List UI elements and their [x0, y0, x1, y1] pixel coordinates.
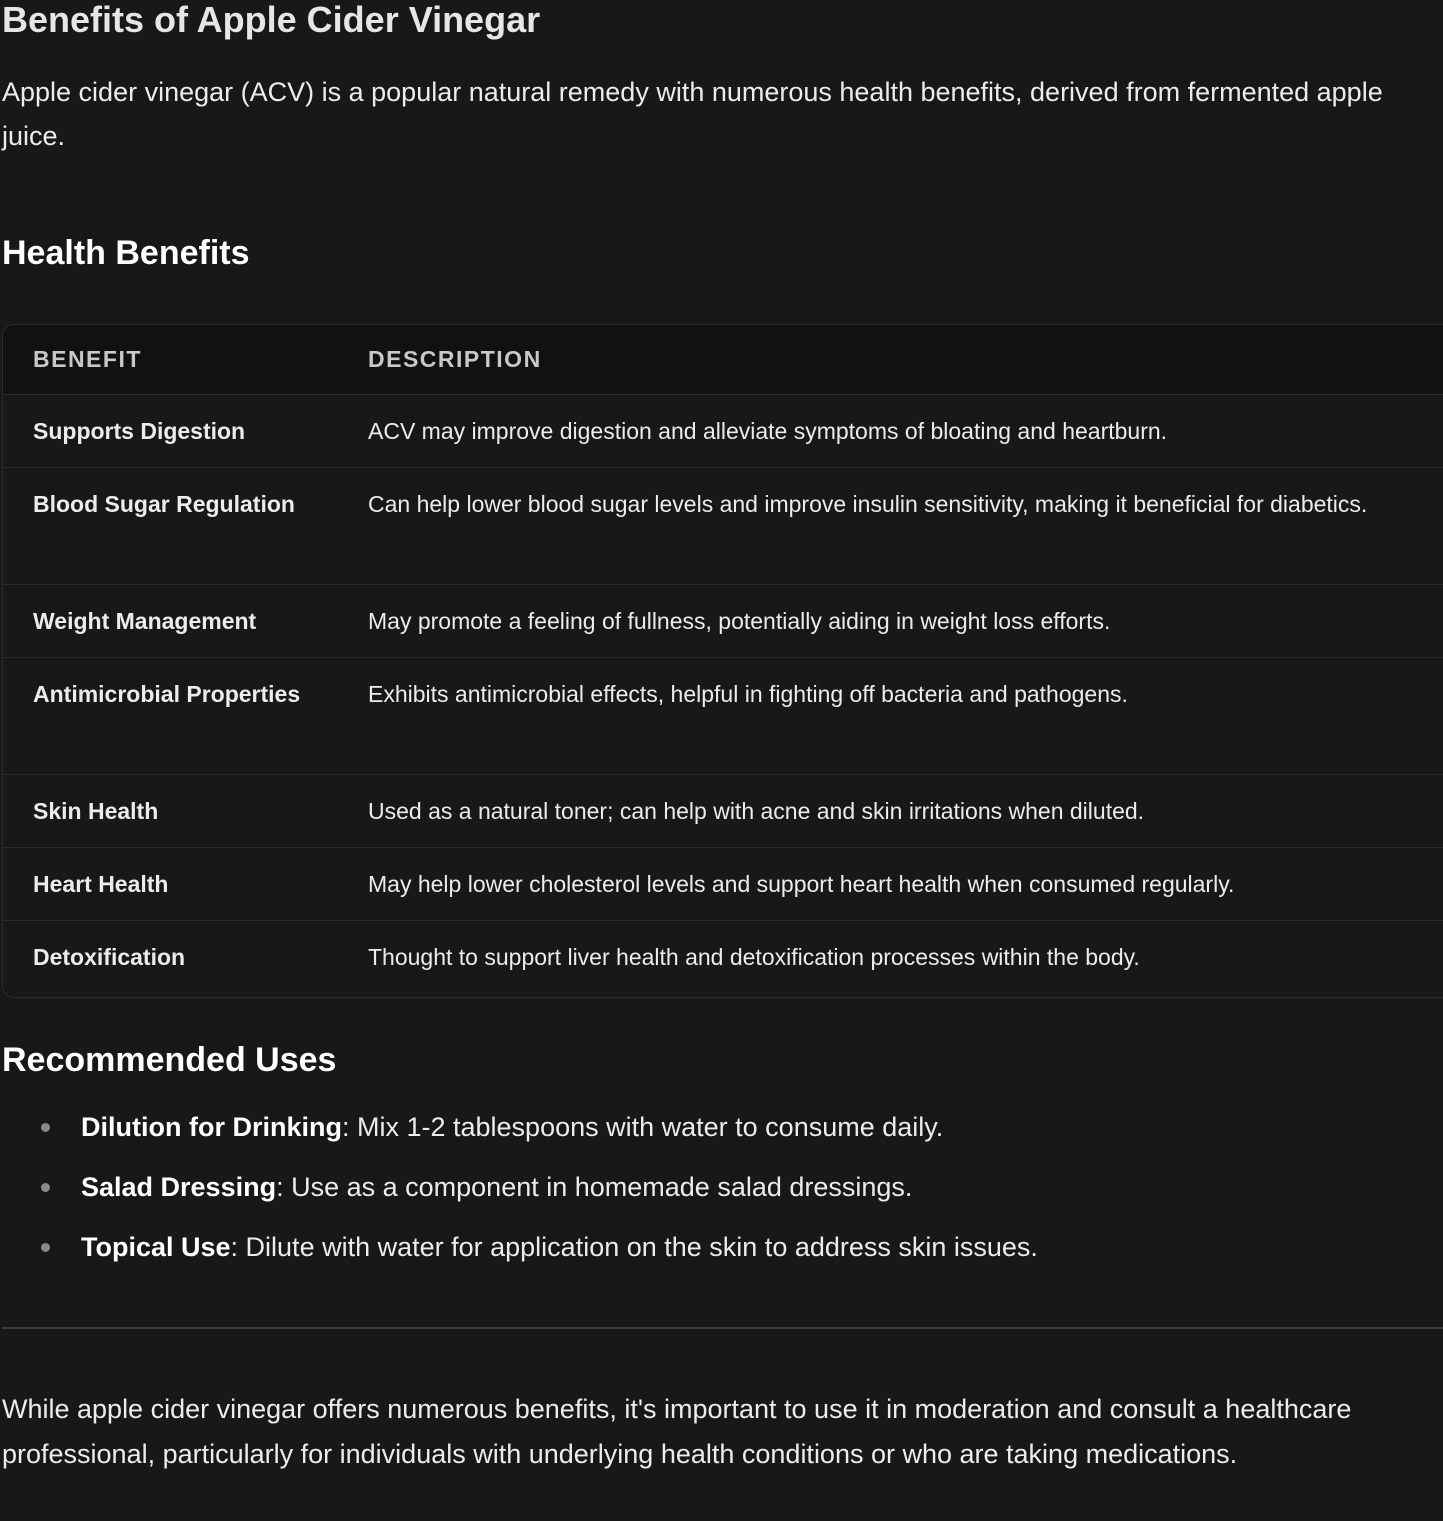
use-term: Topical Use — [81, 1232, 231, 1262]
list-item — [2, 1164, 1402, 1210]
description-cell: Exhibits antimicrobial effects, helpful in fighting off bacteria and pathogens. — [338, 658, 1443, 775]
recommended-uses-heading: Recommended Uses — [2, 1041, 337, 1079]
benefit-cell: Skin Health — [3, 775, 338, 848]
table-row — [3, 585, 1443, 658]
closing-paragraph: While apple cider vinegar offers numerous benefits, it's important to use it in moderation and consult a healthcare professional, particularly for individuals with underlying health conditions or who are taking medications. — [2, 1394, 1352, 1469]
recommended-uses-list — [2, 1104, 1402, 1284]
list-item — [2, 1104, 1402, 1150]
horizontal-divider — [2, 1327, 1443, 1329]
benefit-cell: Weight Management — [3, 585, 338, 658]
benefit-cell: Supports Digestion — [3, 395, 338, 468]
bullet-icon — [41, 1183, 50, 1192]
table-row — [3, 775, 1443, 848]
description-cell: ACV may improve digestion and alleviate symptoms of bloating and heartburn. — [338, 395, 1443, 468]
table-row — [3, 848, 1443, 921]
use-term: Dilution for Drinking — [81, 1112, 342, 1142]
table-row — [3, 468, 1443, 585]
intro-paragraph: Apple cider vinegar (ACV) is a popular natural remedy with numerous health benefits, derived from fermented apple juice. — [2, 77, 1383, 151]
column-header-description: DESCRIPTION — [338, 325, 1443, 395]
table-row — [3, 658, 1443, 775]
column-header-benefit: BENEFIT — [3, 325, 338, 395]
use-text: : Mix 1-2 tablespoons with water to consume daily. — [341, 1112, 944, 1142]
bullet-icon — [41, 1243, 50, 1252]
use-text: : Use as a component in homemade salad dressings. — [276, 1172, 913, 1202]
benefits-table — [2, 324, 1443, 998]
benefit-cell: Antimicrobial Properties — [3, 658, 338, 775]
benefit-cell: Detoxification — [33, 944, 186, 970]
description-cell: Thought to support liver health and detoxification processes within the body. — [368, 944, 1140, 970]
bullet-icon — [41, 1123, 50, 1132]
list-item — [2, 1224, 1402, 1270]
use-term: Salad Dressing — [81, 1172, 277, 1202]
health-benefits-heading: Health Benefits — [2, 234, 250, 272]
use-text: : Dilute with water for application on the skin to address skin issues. — [230, 1232, 1038, 1262]
page-title: Benefits of Apple Cider Vinegar — [2, 0, 541, 40]
table-header-row — [3, 325, 1443, 395]
description-cell: Used as a natural toner; can help with acne and skin irritations when diluted. — [338, 775, 1443, 848]
description-cell: May help lower cholesterol levels and support heart health when consumed regularly. — [338, 848, 1443, 921]
description-cell: May promote a feeling of fullness, potentially aiding in weight loss efforts. — [338, 585, 1443, 658]
description-cell: Can help lower blood sugar levels and improve insulin sensitivity, making it beneficial for diabetics. — [338, 468, 1443, 585]
table-row — [3, 395, 1443, 468]
benefit-cell: Blood Sugar Regulation — [3, 468, 338, 585]
benefit-cell: Heart Health — [3, 848, 338, 921]
table-row — [3, 921, 1443, 994]
